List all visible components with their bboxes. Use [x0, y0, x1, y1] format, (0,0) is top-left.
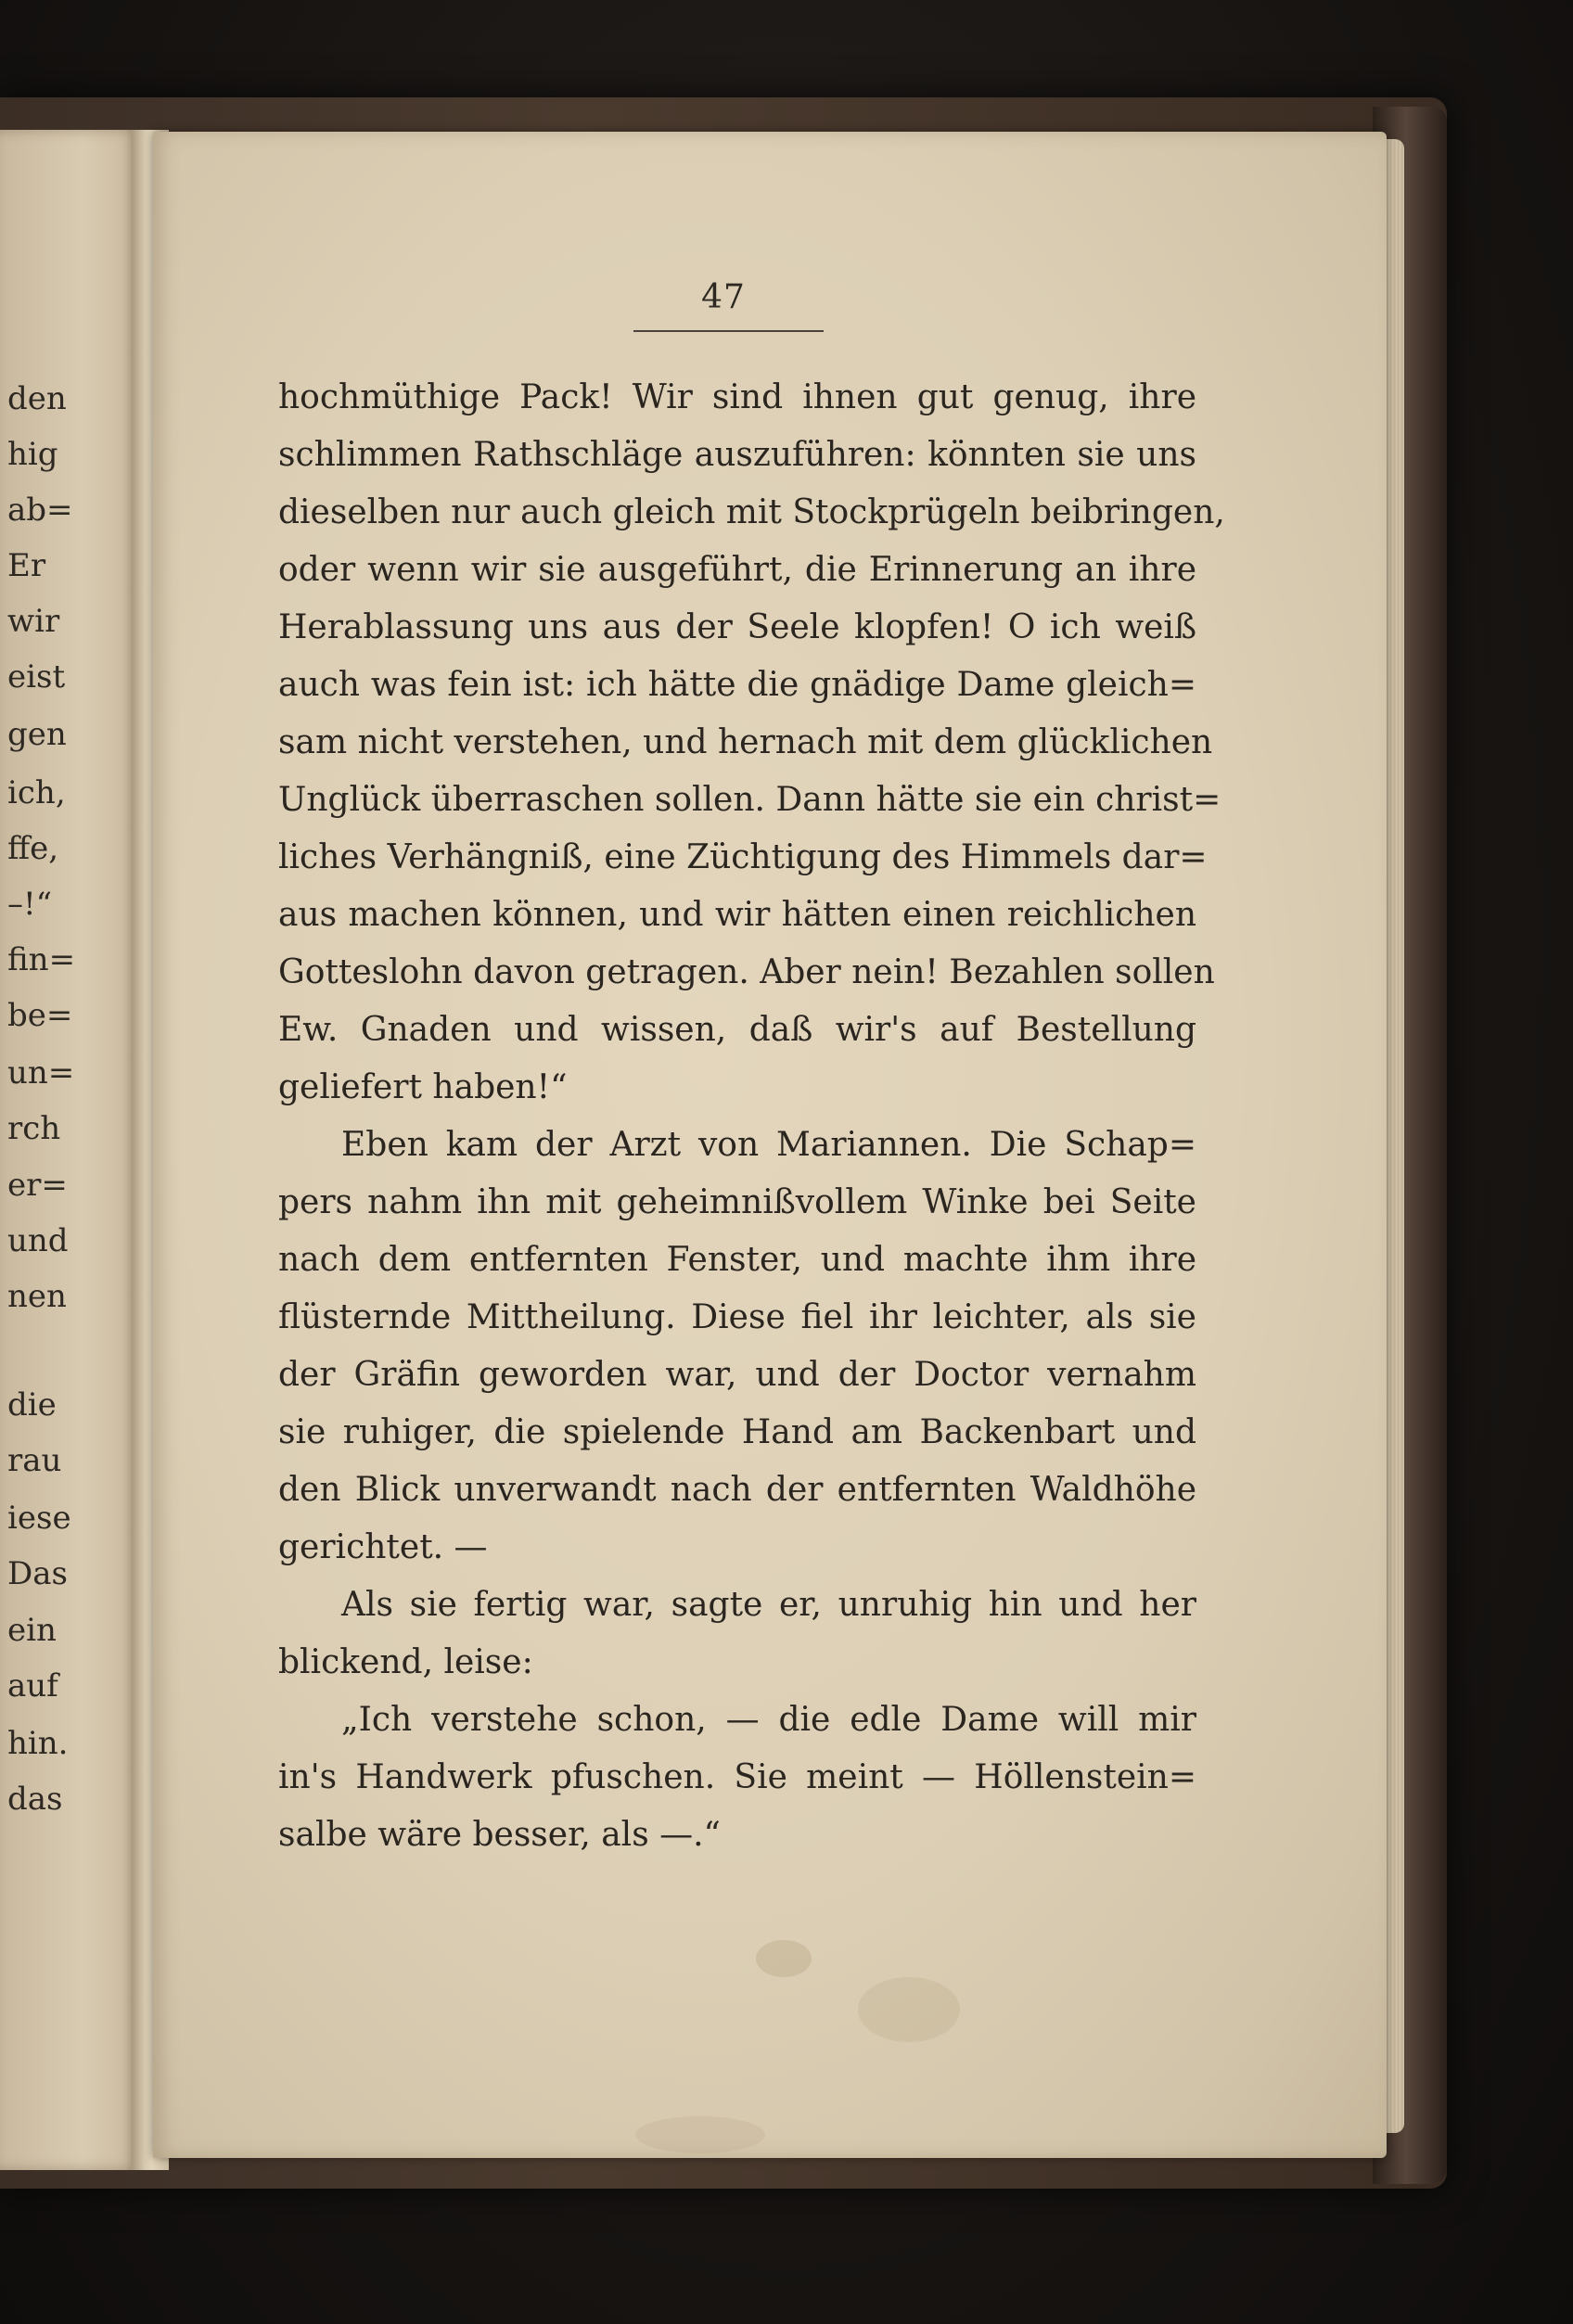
left-page-fragment: be= — [7, 997, 73, 1034]
left-page-fragment: die — [7, 1386, 57, 1424]
text-line: hochmüthige Pack! Wir sind ihnen gut genug, ihre — [278, 378, 1196, 416]
text-line: schlimmen Rathschläge auszuführen: könnten sie uns — [278, 436, 1196, 474]
left-page-fragment: rau — [7, 1442, 62, 1479]
text-line: Herablassung uns aus der Seele klopfen! O ich weiß — [278, 608, 1196, 646]
text-line: sie ruhiger, die spielende Hand am Backenbart und — [278, 1413, 1196, 1451]
body-text — [278, 369, 1225, 1864]
header-rule — [633, 330, 824, 332]
text-line: aus machen können, und wir hätten einen reichlichen — [278, 896, 1196, 934]
text-line: pers nahm ihn mit geheimnißvollem Winke bei Seite — [278, 1183, 1196, 1221]
left-page-fragment: rch — [7, 1110, 61, 1147]
text-line: gerichtet. — — [278, 1528, 488, 1566]
text-line: Eben kam der Arzt von Mariannen. Die Schap= — [341, 1126, 1196, 1164]
left-page-fragment: hig — [7, 436, 58, 473]
text-line: „Ich verstehe schon, — die edle Dame will mir — [341, 1701, 1196, 1739]
left-page-fragment: gen — [7, 716, 67, 753]
left-page-fragment: wir — [7, 603, 60, 640]
text-line: dieselben nur auch gleich mit Stockprügeln beibringen, — [278, 493, 1225, 531]
left-page-fragment: er= — [7, 1167, 68, 1204]
text-line: geliefert haben!“ — [278, 1068, 568, 1106]
left-page-fragment: fin= — [7, 941, 76, 978]
left-page-fragment: ab= — [7, 492, 73, 529]
text-line: Unglück überraschen sollen. Dann hätte sie ein christ= — [278, 781, 1221, 819]
text-line: den Blick unverwandt nach der entfernten Waldhöhe — [278, 1471, 1196, 1509]
text-line: liches Verhängniß, eine Züchtigung des Himmels dar= — [278, 838, 1208, 876]
text-line: nach dem entfernten Fenster, und machte ihm ihre — [278, 1241, 1196, 1279]
text-line: auch was fein ist: ich hätte die gnädige Dame gleich= — [278, 666, 1196, 704]
left-page-fragment: eist — [7, 658, 66, 696]
left-page-fragment: Das — [7, 1555, 68, 1592]
left-page-fragment: hin. — [7, 1725, 69, 1762]
left-page-fragment: ffe, — [7, 830, 59, 867]
text-line: der Gräfin geworden war, und der Doctor vernahm — [278, 1356, 1196, 1394]
left-page-fragment: das — [7, 1781, 63, 1818]
page-stain — [858, 1977, 960, 2042]
text-line: Gotteslohn davon getragen. Aber nein! Bezahlen sollen — [278, 953, 1215, 991]
text-line: blickend, leise: — [278, 1643, 533, 1681]
left-page-fragment: auf — [7, 1667, 58, 1705]
left-page-fragment: ein — [7, 1612, 57, 1649]
left-page-fragment: Er — [7, 547, 46, 584]
text-line: oder wenn wir sie ausgeführt, die Erinnerung an ihre — [278, 551, 1196, 589]
text-line: salbe wäre besser, als —.“ — [278, 1816, 721, 1854]
left-page-fragment: ich, — [7, 774, 66, 811]
left-page-fragment: un= — [7, 1054, 75, 1092]
page-number: 47 — [701, 278, 746, 316]
left-page-fragment: –!“ — [7, 886, 53, 923]
page-stain — [756, 1940, 812, 1977]
text-line: Als sie fertig war, sagte er, unruhig hin und her — [341, 1586, 1196, 1624]
left-page-fragment: iese — [7, 1500, 71, 1537]
text-line: Ew. Gnaden und wissen, daß wir's auf Bestellung — [278, 1011, 1196, 1049]
page-stain — [635, 2116, 765, 2153]
text-line: in's Handwerk pfuschen. Sie meint — Höllenstein= — [278, 1758, 1196, 1796]
left-page-fragment: nen — [7, 1278, 67, 1315]
left-page-fragment: und — [7, 1222, 69, 1259]
text-line: sam nicht verstehen, und hernach mit dem glücklichen — [278, 723, 1213, 761]
text-line: flüsternde Mittheilung. Diese fiel ihr leichter, als sie — [278, 1298, 1196, 1336]
left-page-fragment: den — [7, 380, 67, 417]
